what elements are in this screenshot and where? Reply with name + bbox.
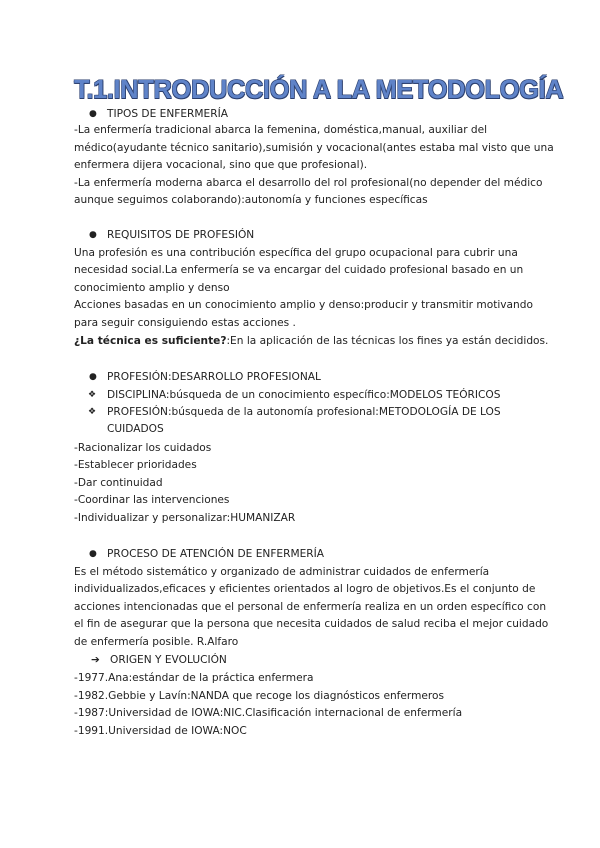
text-line: -La enfermería tradicional abarca la femenina, doméstica,manual, auxiliar del: [74, 124, 488, 136]
text-line: aunque seguimos colaborando):autonomía y funciones específicas: [74, 194, 428, 206]
section-heading-proceso: PROCESO DE ATENCIÓN DE ENFERMERÍA: [107, 548, 325, 560]
list-item: -Individualizar y personalizar:HUMANIZAR: [74, 512, 296, 524]
bullet-dot-icon: ●: [89, 230, 97, 240]
section-heading-profesion: PROFESIÓN:DESARROLLO PROFESIONAL: [107, 371, 321, 383]
text-line: para seguir consiguiendo estas acciones .: [74, 317, 296, 329]
text-line: -La enfermería moderna abarca el desarrollo del rol profesional(no depender del médico: [74, 177, 543, 189]
page-title: T.1.INTRODUCCIÓN A LA METODOLOGÍA: [74, 76, 564, 104]
text-line: Es el método sistemático y organizado de administrar cuidados de enfermería: [74, 566, 490, 578]
sub-bullet-profesion: PROFESIÓN:búsqueda de la autonomía profesional:METODOLOGÍA DE LOS: [107, 406, 501, 418]
question-line: [74, 333, 548, 350]
bullet-dot-icon: ●: [89, 549, 97, 559]
diamond-bullet-icon: ❖: [88, 407, 97, 417]
bullet-dot-icon: ●: [89, 109, 97, 119]
text-line: individualizados,eficaces y eficientes orientados al logro de objetivos.Es el conjunto de: [74, 583, 536, 595]
text-line: médico(ayudante técnico sanitario),sumisión y vocacional(antes estaba mal visto que una: [74, 142, 554, 154]
diamond-bullet-icon: ❖: [88, 390, 97, 400]
text-line: conocimiento amplio y denso: [74, 282, 230, 294]
text-line: enfermera dijera vocacional, sino que que profesional).: [74, 159, 368, 171]
text-line: el fin de asegurar que la persona que necesita cuidados de salud reciba el mejor cuidado: [74, 618, 549, 630]
arrow-right-icon: ➔: [91, 654, 100, 666]
sub-bullet-profesion-cont: CUIDADOS: [107, 423, 164, 435]
list-item: -Dar continuidad: [74, 477, 163, 489]
text-line: acciones intencionadas que el personal de enfermería realiza en un orden específico con: [74, 601, 547, 613]
question-answer: :En la aplicación de las técnicas los fines ya están decididos.: [226, 335, 549, 347]
text-line: necesidad social.La enfermería se va encargar del cuidado profesional basado en un: [74, 264, 524, 276]
list-item: -Establecer prioridades: [74, 459, 197, 471]
question-bold: ¿La técnica es suficiente?: [74, 335, 227, 347]
text-line: Una profesión es una contribución específica del grupo ocupacional para cubrir una: [74, 247, 518, 259]
section-heading-requisitos: REQUISITOS DE PROFESIÓN: [107, 229, 255, 241]
section-heading-tipos: TIPOS DE ENFERMERÍA: [107, 108, 228, 120]
list-item: -Coordinar las intervenciones: [74, 494, 230, 506]
bullet-dot-icon: ●: [89, 372, 97, 382]
text-line: Acciones basadas en un conocimiento amplio y denso:producir y transmitir motivando: [74, 299, 533, 311]
text-line: de enfermería posible. R.Alfaro: [74, 636, 239, 648]
history-item: -1977.Ana:estándar de la práctica enfermera: [74, 672, 314, 684]
list-item: -Racionalizar los cuidados: [74, 442, 212, 454]
history-item: -1982.Gebbie y Lavín:NANDA que recoge los diagnósticos enfermeros: [74, 690, 445, 702]
subheading-origen: ORIGEN Y EVOLUCIÓN: [110, 654, 227, 666]
sub-bullet-disciplina: DISCIPLINA:búsqueda de un conocimiento específico:MODELOS TEÓRICOS: [107, 389, 501, 401]
history-item: -1987:Universidad de IOWA:NIC.Clasificación internacional de enfermería: [74, 707, 463, 719]
history-item: -1991.Universidad de IOWA:NOC: [74, 725, 247, 737]
